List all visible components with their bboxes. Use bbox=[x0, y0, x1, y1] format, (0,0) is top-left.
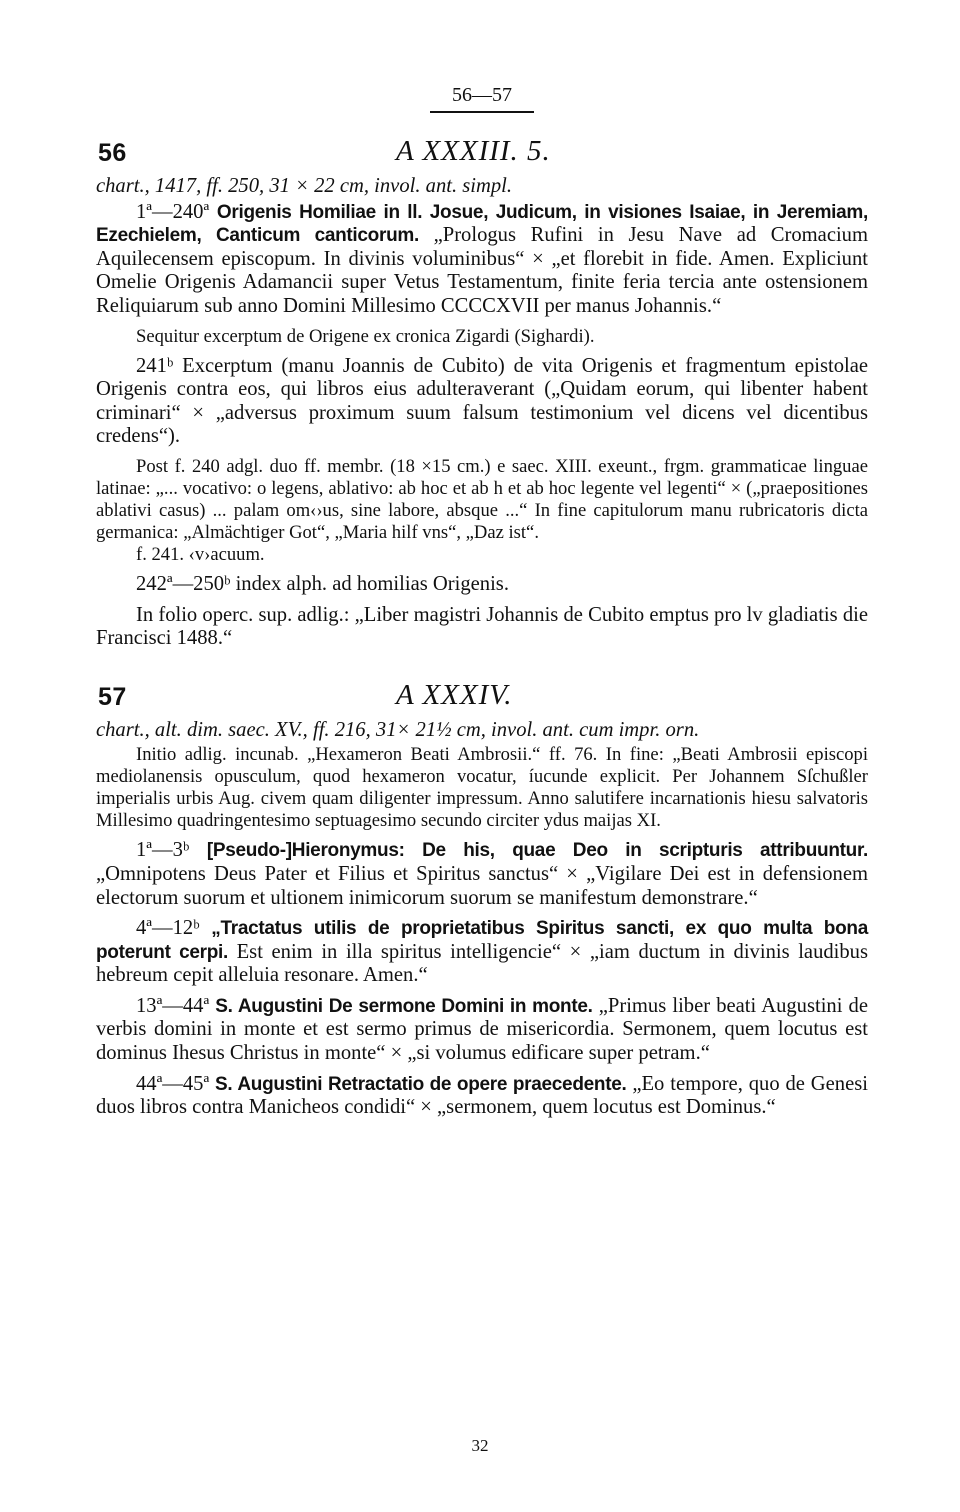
folio-range: 1ª—240ª bbox=[136, 200, 210, 223]
item-text: „Omnipotens Deus Pater et Filius et Spiritus sanctus“ × „Vigilare Dei est in defensionem electorum suorum et ultionem inimicorum suorum se manifestum demonstrare.“ bbox=[96, 862, 868, 909]
folio-range: 1ª—3ᵇ bbox=[136, 839, 190, 862]
physical-description: chart., 1417, ff. 250, 31 × 22 cm, invol. ant. simpl. bbox=[96, 175, 513, 197]
item-title: „Tractatus utilis de proprietatibus Spiritus sancti, ex quo multa bona poterunt cerpi. bbox=[96, 918, 868, 963]
physical-description: chart., alt. dim. saec. XV., ff. 216, 31× 21½ cm, invol. ant. cum impr. orn. bbox=[96, 718, 700, 741]
page-body bbox=[96, 84, 868, 1120]
content-item bbox=[96, 355, 868, 449]
ownership-note: In folio operc. sup. adlig.: „Liber magistri Johannis de Cubito emptus pro lv gladiatis die Francisci 1488.“ bbox=[96, 603, 868, 650]
shelf-mark: A XXXIII. 5. bbox=[396, 135, 551, 167]
folio-range: 4ª—12ᵇ bbox=[136, 917, 200, 940]
note: Post f. 240 adgl. duo ff. membr. (18 ×15 cm.) e saec. XIII. exeunt., frgm. grammaticae linguae latinae: „... vocativo: o legens, ablativo: ab hoc et ab h et ab hoc legente vel legenti“ × („praepositiones ablativi casus) ... palam om‹›us, sine labore, absque ...“ In fine capitulorum manu rubricatoris dicta germanica: „Almächtiger Got“, „Maria hilf vns“, „Daz ist“. bbox=[96, 455, 868, 543]
item-title: [Pseudo-]Hieronymus: De his, quae Deo in scripturis attribuuntur. bbox=[206, 840, 868, 862]
catalog-entry bbox=[96, 679, 868, 1120]
entry-number: 56 bbox=[98, 139, 127, 167]
running-head: 56—57 bbox=[96, 84, 868, 113]
content-item bbox=[96, 201, 868, 319]
item-title: S. Augustini Retractatio de opere praecedente. bbox=[215, 1073, 627, 1095]
folio-range: 241ᵇ bbox=[136, 354, 174, 377]
content-item bbox=[96, 1073, 868, 1120]
item-text: „Eo tempore, quo de Genesi duos libros contra Manicheos condidi“ × „sermonem, quem locutus est Dominus.“ bbox=[96, 1072, 868, 1119]
catalog-entry bbox=[96, 135, 868, 651]
shelf-mark: A XXXIV. bbox=[396, 678, 513, 711]
item-title: Origenis Homiliae in ll. Josue, Judicum, in visiones Isaiae, in Jeremiam, Ezechielem, Canticum canticorum. bbox=[96, 201, 869, 247]
entry-heading bbox=[96, 679, 868, 719]
content-item: 242ª—250ᵇ index alph. ad homilias Origenis. bbox=[136, 572, 509, 595]
entry-number: 57 bbox=[98, 682, 127, 711]
entry-heading bbox=[96, 135, 868, 175]
folio-range: 13ª—44ª bbox=[136, 994, 210, 1017]
item-title: S. Augustini De sermone Domini in monte. bbox=[215, 995, 593, 1017]
page-number: 32 bbox=[471, 1436, 489, 1455]
content-item bbox=[96, 917, 868, 988]
note: Sequitur excerptum de Origene ex cronica Zigardi (Sighardi). bbox=[136, 325, 595, 347]
item-text: „Primus liber beati Augustini de verbis domini in monte et est sermo primus de misericordia. Sermonem, quem locutus est dominus Ihesus Christus in monte“ × „si volumus edificare super petram.“ bbox=[96, 994, 868, 1065]
note: Initio adlig. incunab. „Hexameron Beati Ambrosii.“ ff. 76. In fine: „Beati Ambrosii episcopi mediolanensis opusculum, quod hexameron vocatur, íucunde explicit. Per Johannem Sſchußler imperialis urbis Aug. civem quam diligenter impressum. Anno salutifere incarnationis hiesu salvatoris Millesimo quadringentesimo septuagesimo secundo circiter ydus maijas XI. bbox=[96, 744, 868, 832]
note: f. 241. ‹v›acuum. bbox=[136, 543, 265, 565]
item-text: „Prologus Rufini in Jesu Nave ad Cromacium Aquilecensem episcopum. In divinis voluminibus“ × „et florebit in fide. Amen. Expliciunt Omelie Origenis Adamancii super Vetus Testamentum, finite feria tercia ante ostensionem Reliquiarum sub anno Domini Millesimo CCCCXVII per manus Johannis.“ bbox=[96, 224, 868, 317]
content-item bbox=[96, 839, 868, 910]
folio-range: 44ª—45ª bbox=[136, 1072, 210, 1095]
item-text: Excerptum (manu Joannis de Cubito) de vita Origenis et fragmentum epistolae Origenis contra eos, qui libros eius adulteraverant („Quidam eorum, qui libenter habent criminari“ × „adversus proximum suum falsum testimonium vel dicens vel dicentibus credens“). bbox=[96, 354, 868, 448]
item-text: Est enim in illa spiritus intelligencie“ × „iam ductum in divinis laudibus hebreum cepit alleluia resonare. Amen.“ bbox=[96, 940, 868, 987]
content-item bbox=[96, 995, 868, 1066]
